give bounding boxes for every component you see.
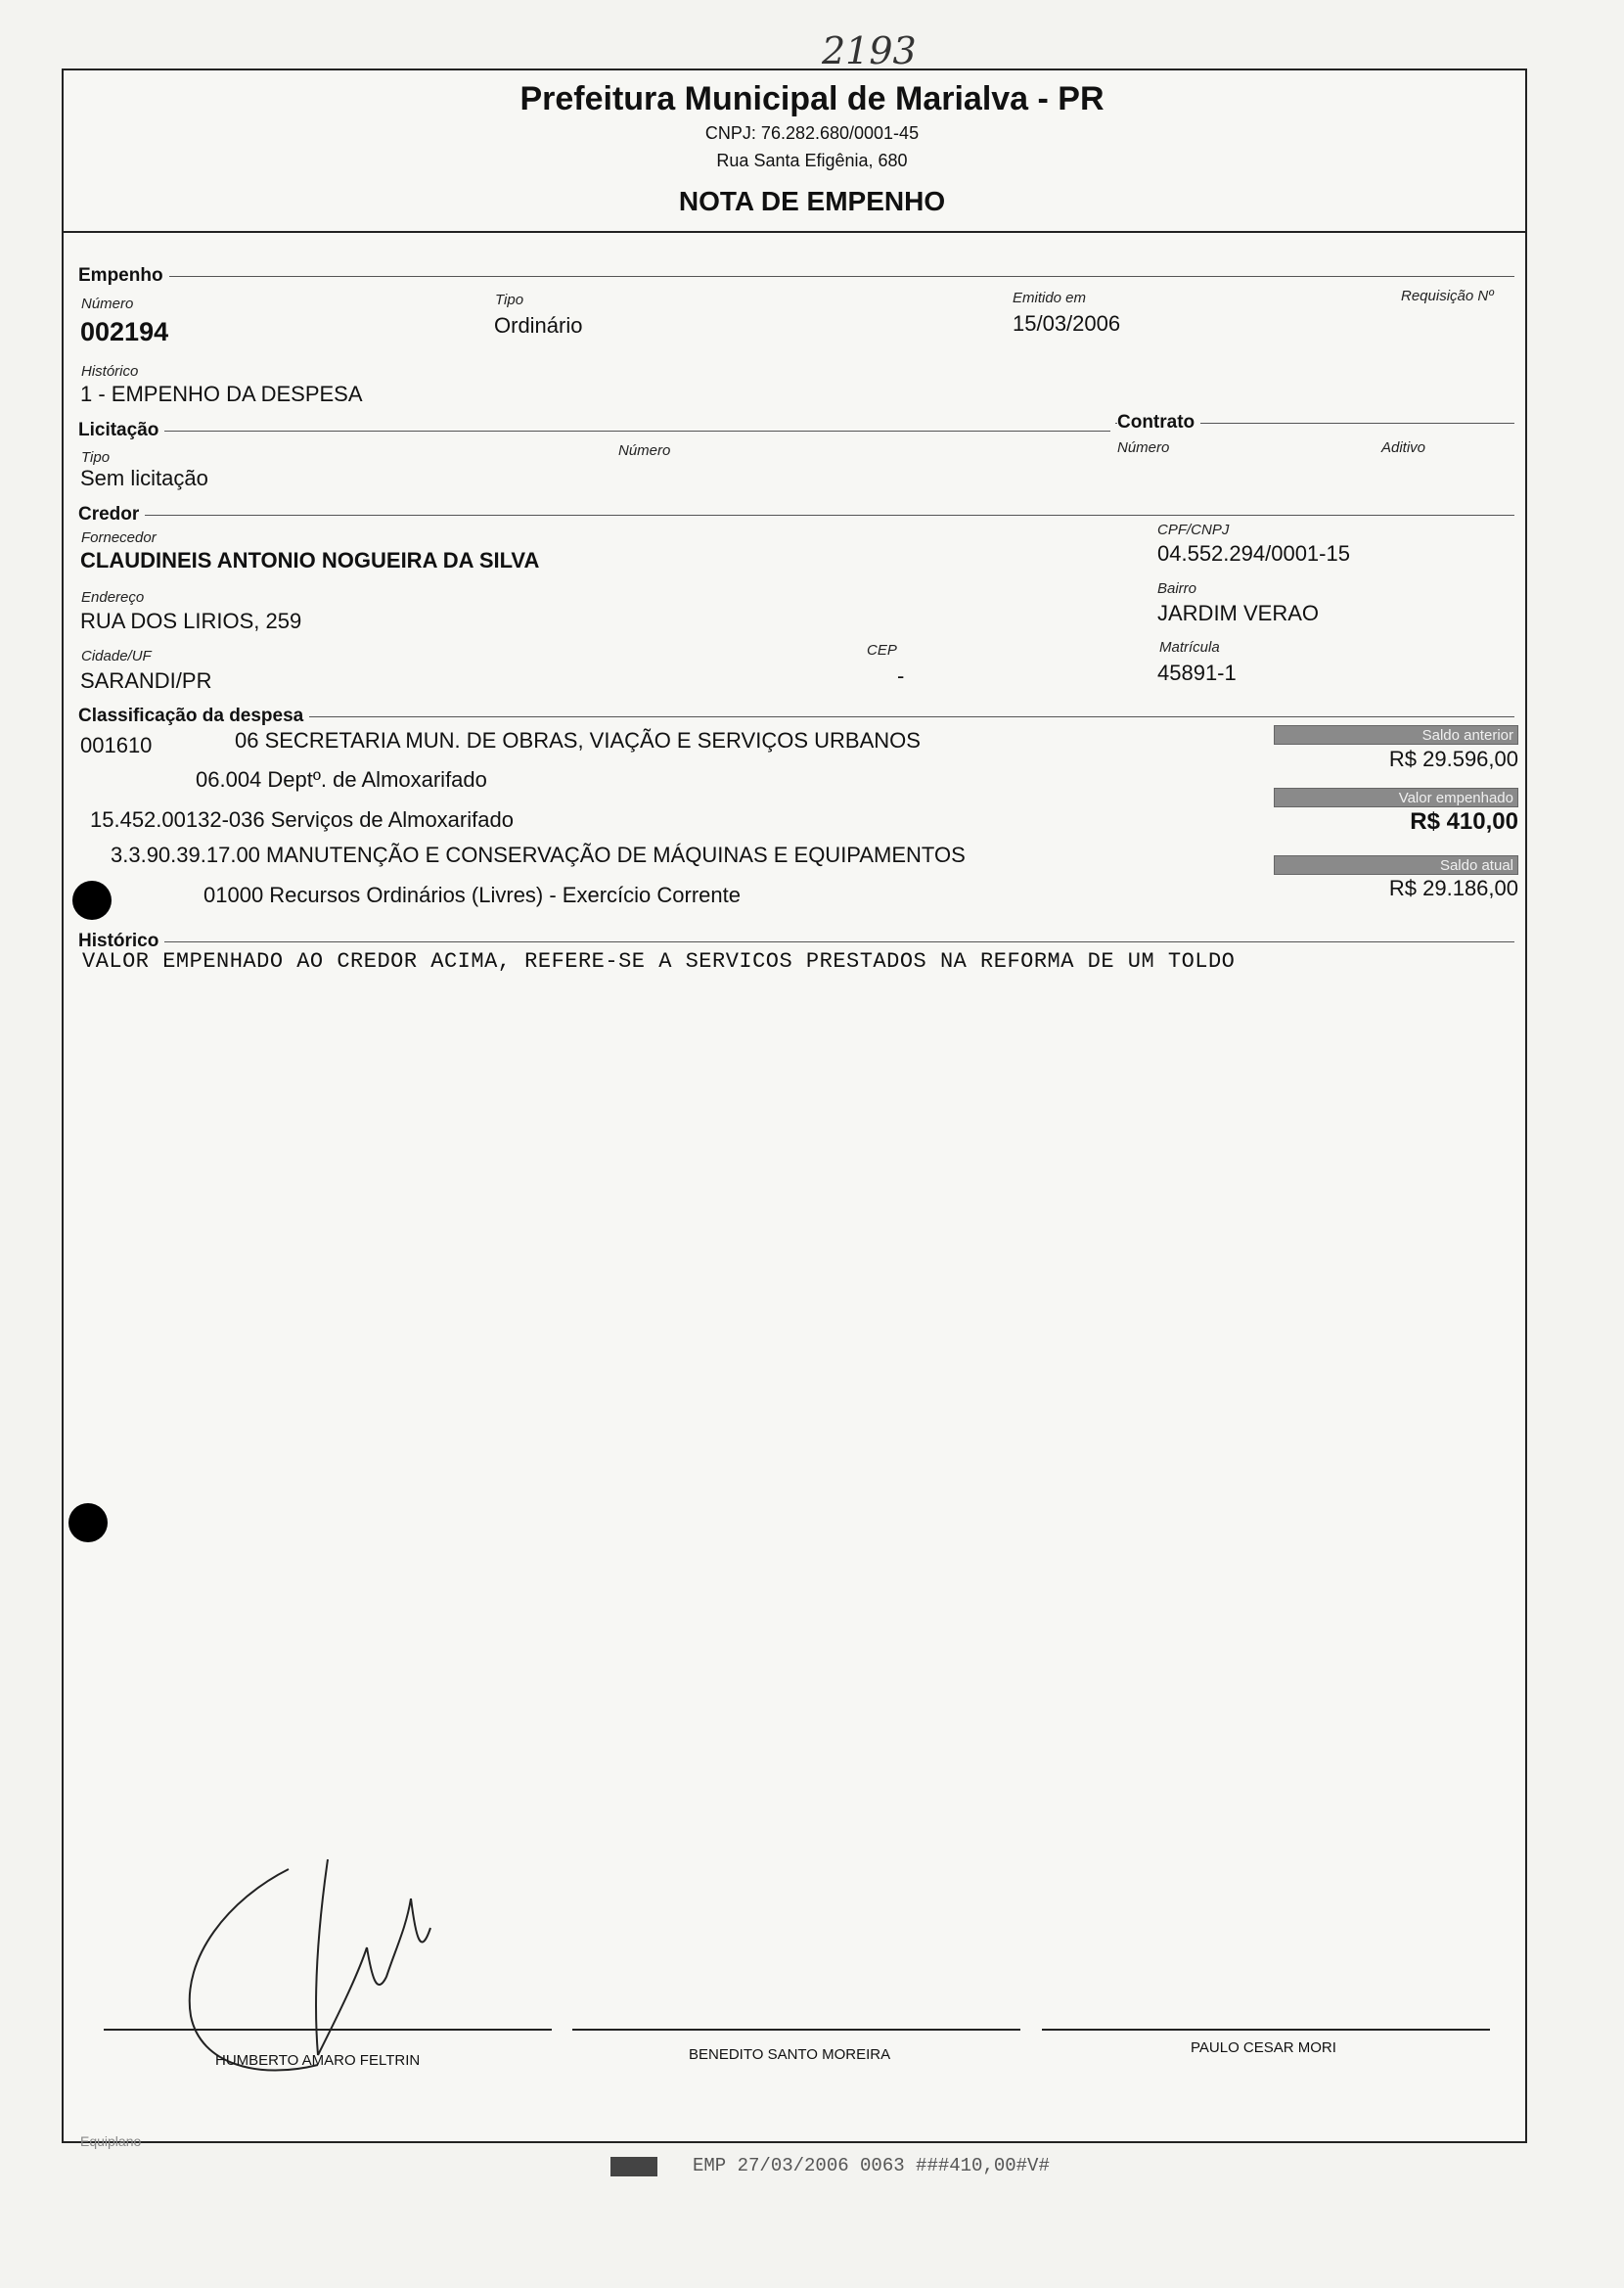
cnpj-line: CNPJ: 76.282.680/0001-45	[704, 123, 920, 143]
fornecedor-label: Fornecedor	[81, 529, 157, 546]
licitacao-rule	[78, 431, 1110, 432]
classificacao-line-4: 3.3.90.39.17.00 MANUTENÇÃO E CONSERVAÇÃO DE MÁQUINAS E EQUIPAMENTOS	[111, 843, 966, 867]
document-frame	[62, 69, 1527, 2143]
requisicao-label: Requisição Nº	[1401, 288, 1494, 304]
emitido-label: Emitido em	[1013, 290, 1087, 306]
endereco-label: Endereço	[81, 589, 145, 606]
signature-name-3: PAULO CESAR MORI	[1191, 2039, 1336, 2056]
address-line: Rua Santa Efigênia, 680	[716, 151, 908, 170]
cidade-label: Cidade/UF	[81, 648, 152, 664]
page-mark-handwritten: 2193	[822, 29, 917, 72]
classificacao-line-3: 15.452.00132-036 Serviços de Almoxarifado	[90, 807, 514, 832]
page-title: Prefeitura Municipal de Marialva - PR	[519, 80, 1105, 117]
credor-section-title: Credor	[78, 504, 145, 526]
signature-line-3	[1042, 2029, 1490, 2031]
signature-name-1: HUMBERTO AMARO FELTRIN	[215, 2052, 421, 2069]
cidade-value: SARANDI/PR	[80, 668, 212, 693]
saldo-atual-label: Saldo atual	[1274, 855, 1518, 875]
contrato-numero-label: Número	[1117, 439, 1170, 456]
cep-value: -	[897, 664, 905, 688]
bairro-value: JARDIM VERAO	[1157, 601, 1320, 625]
historico-text: VALOR EMPENHADO AO CREDOR ACIMA, REFERE-SE A SERVICOS PRESTADOS NA REFORMA DE UM TOLDO	[82, 949, 1236, 974]
stamp-logo-icon	[610, 2157, 657, 2176]
empenho-tipo-label: Tipo	[495, 292, 524, 308]
cep-label: CEP	[867, 642, 897, 659]
cpf-value: 04.552.294/0001-15	[1157, 541, 1350, 566]
empenho-rule	[78, 276, 1514, 277]
licitacao-tipo: Sem licitação	[80, 466, 208, 490]
fornecedor-name: CLAUDINEIS ANTONIO NOGUEIRA DA SILVA	[80, 548, 540, 572]
matricula-value: 45891-1	[1157, 661, 1237, 685]
valor-empenhado-value: R$ 410,00	[1410, 808, 1518, 835]
contrato-aditivo-label: Aditivo	[1381, 439, 1426, 456]
classificacao-section-title: Classificação da despesa	[78, 706, 309, 727]
licitacao-tipo-label: Tipo	[81, 449, 111, 466]
credor-rule	[78, 515, 1514, 516]
licitacao-numero-label: Número	[618, 442, 671, 459]
punch-hole	[72, 881, 112, 920]
classificacao-line-5: 01000 Recursos Ordinários (Livres) - Exercício Corrente	[203, 883, 741, 907]
empenho-numero: 002194	[80, 317, 169, 346]
bairro-label: Bairro	[1157, 580, 1197, 597]
historico-rule	[78, 941, 1514, 942]
contrato-section-title: Contrato	[1117, 412, 1200, 434]
punch-hole	[68, 1503, 108, 1542]
matricula-label: Matrícula	[1159, 639, 1220, 656]
saldo-anterior-value: R$ 29.596,00	[1388, 747, 1518, 771]
licitacao-section-title: Licitação	[78, 420, 164, 441]
empenho-section-title: Empenho	[78, 265, 169, 287]
cpf-label: CPF/CNPJ	[1157, 522, 1230, 538]
classificacao-line-1: 06 SECRETARIA MUN. DE OBRAS, VIAÇÃO E SERVIÇOS URBANOS	[235, 728, 921, 753]
classificacao-code: 001610	[80, 733, 153, 757]
saldo-anterior-label: Saldo anterior	[1274, 725, 1518, 745]
classificacao-line-2: 06.004 Deptº. de Almoxarifado	[196, 767, 487, 792]
header-divider	[62, 231, 1527, 233]
valor-empenhado-label: Valor empenhado	[1274, 788, 1518, 807]
empenho-numero-label: Número	[81, 296, 134, 312]
signature-name-2: BENEDITO SANTO MOREIRA	[689, 2046, 891, 2063]
signature-line-1	[104, 2029, 552, 2031]
doc-title: NOTA DE EMPENHO	[678, 186, 946, 216]
empenho-tipo: Ordinário	[494, 313, 583, 338]
emitido-date: 15/03/2006	[1013, 311, 1121, 336]
empenho-historico: 1 - EMPENHO DA DESPESA	[80, 382, 363, 406]
saldo-atual-value: R$ 29.186,00	[1388, 876, 1518, 900]
empenho-historico-label: Histórico	[81, 363, 139, 380]
historico-section-title: Histórico	[78, 931, 164, 952]
processing-stamp: EMP 27/03/2006 0063 ###410,00#V#	[693, 2155, 1050, 2176]
endereco-value: RUA DOS LIRIOS, 259	[80, 609, 302, 633]
signature-line-2	[572, 2029, 1020, 2031]
software-label: Equiplano	[80, 2133, 142, 2149]
